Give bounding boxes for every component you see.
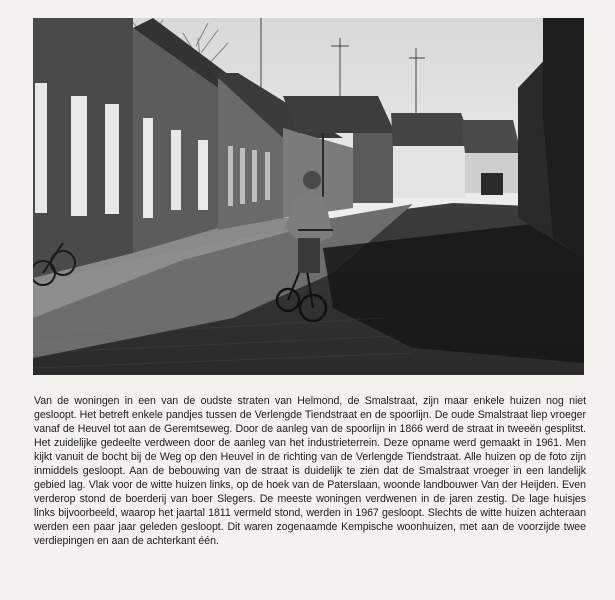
photo-caption: Van de woningen in een van de oudste straten van Helmond, de Smalstraat, zijn maar enkele huizen nog niet gesloopt. Het betreft enkele pandjes tussen de Verlengde Tiendstraat en de spoorlijn. De oude Smalstraat liep vroeger vanaf de Heuvel tot aan de Geremtseweg. Door de aanleg van de spoorlijn in 1866 werd de straat in tweeën gesplitst. Het zuidelijke gedeelte verdween door de aanleg van het industrieterrein. Deze opname werd gemaakt in 1961. Men kijkt vanuit de bocht bij de Weg op den Heuvel in de richting van de Verlengde Tiendstraat. Alle huizen op de foto zijn inmiddels gesloopt. Aan de bebouwing van de straat is duidelijk te zien dat de Smalstraat vroeger in een landelijk gebied lag. Vlak voor de witte huizen links, op de hoek van de Paterslaan, woonde landbouwer Van der Heijden. Even verderop stond de boerderij van boer Slegers. De meeste woningen verdwenen in de jaren zestig. De lage huisjes links bijvoorbeeld, waarop het jaartal 1811 vermeld stond, werden in 1967 gesloopt. Slechts de witte huizen achteraan werden een paar jaar geleden gesloopt. Dit waren zogenaamde Kempische woonhuizen, met aan de voorzijde twee verdiepingen en aan de achterkant één. bbox=[34, 395, 586, 547]
photo-illustration bbox=[33, 18, 584, 375]
street-photograph bbox=[33, 18, 584, 375]
